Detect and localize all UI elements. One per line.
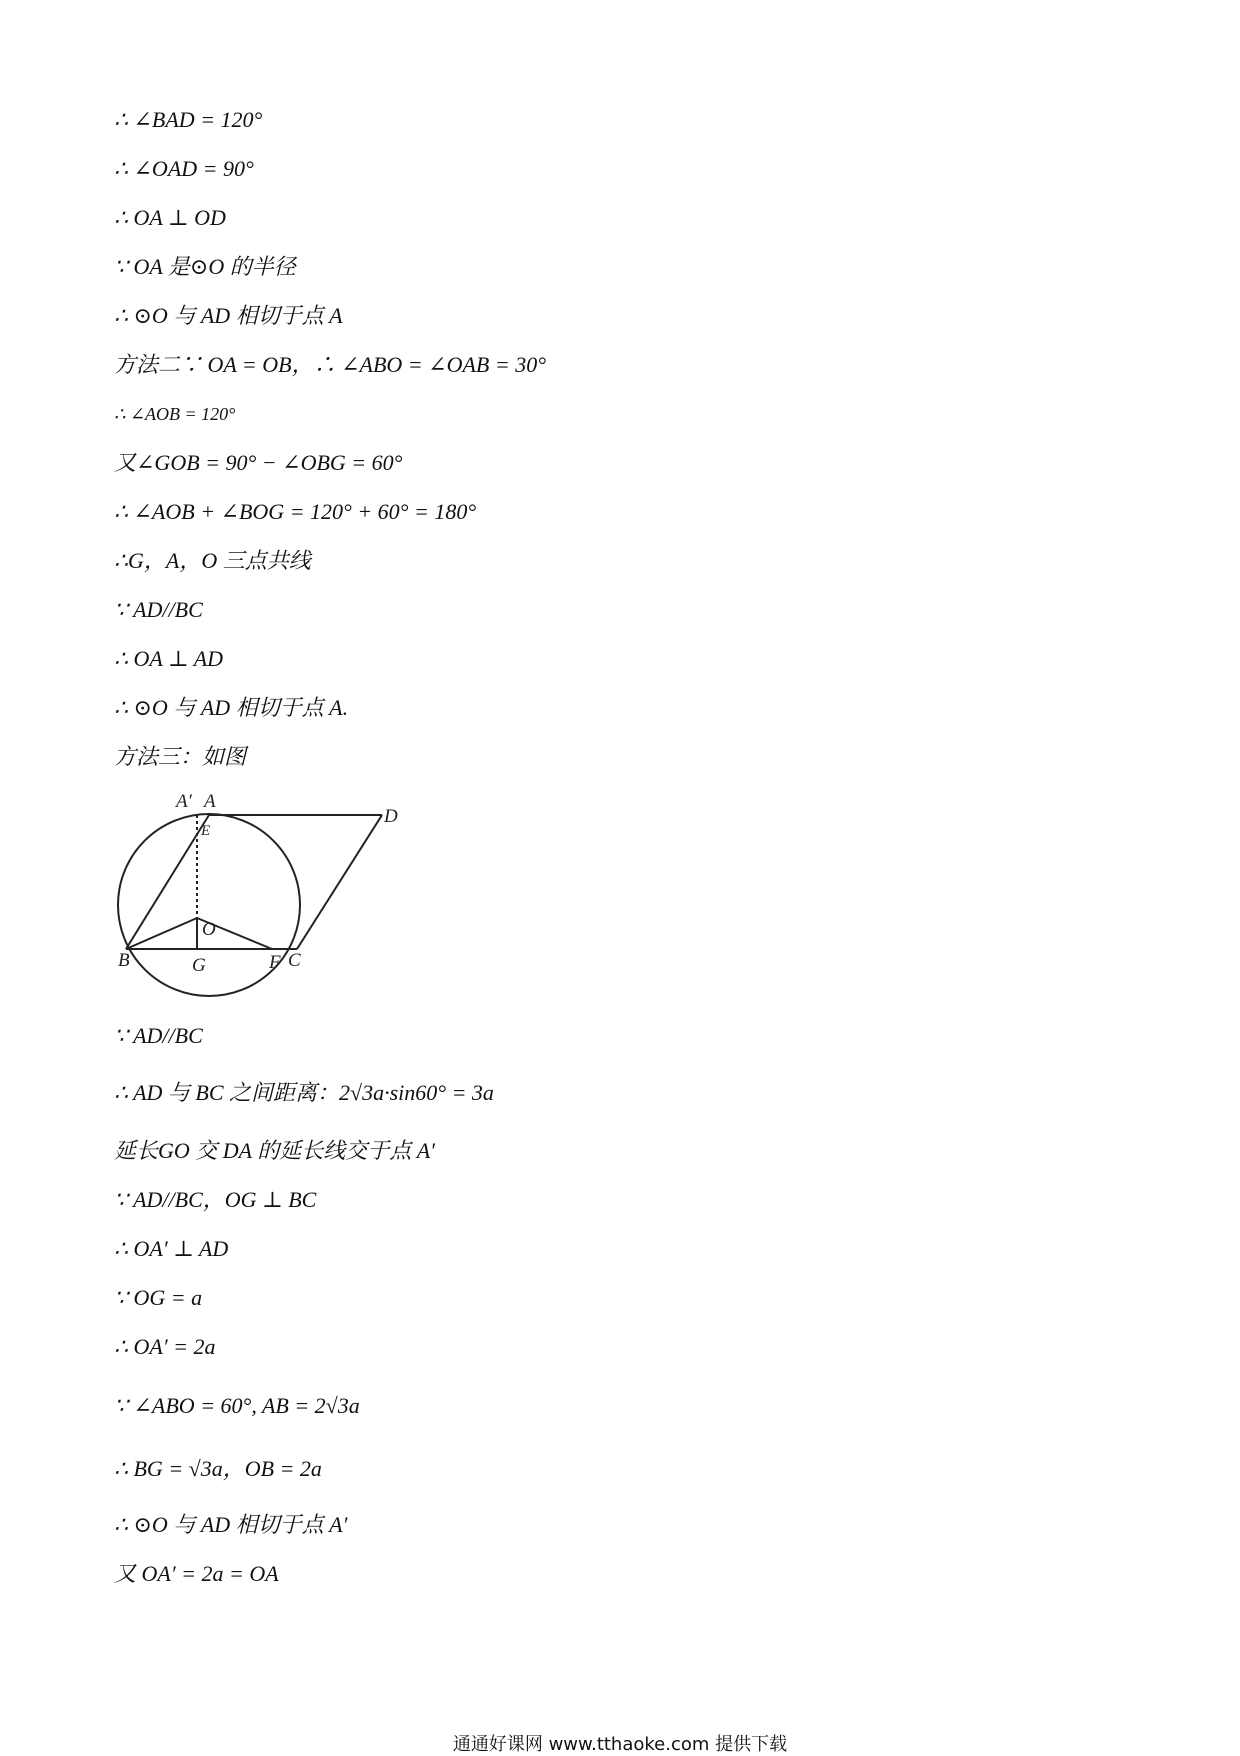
proof-line-20: ∵ OG = a bbox=[114, 1285, 203, 1310]
proof-line-10: ∴G，A，O 三点共线 bbox=[114, 548, 311, 573]
label-a: A bbox=[204, 791, 216, 812]
proof-line-12: ∴ OA ⊥ AD bbox=[114, 646, 224, 671]
proof-line-25: 又 OA′ = 2a = OA bbox=[114, 1561, 279, 1586]
label-e: E bbox=[201, 823, 211, 839]
proof-line-21: ∴ OA′ = 2a bbox=[114, 1334, 216, 1359]
label-d: D bbox=[384, 806, 398, 827]
proof-line-18: ∵ AD//BC，OG ⊥ BC bbox=[114, 1187, 317, 1212]
proof-line-6: 方法二∵ OA = OB，∴ ∠ABO = ∠OAB = 30° bbox=[114, 352, 546, 377]
proof-line-5: ∴ ⊙O 与 AD 相切于点 A bbox=[114, 303, 343, 328]
label-o: O bbox=[202, 919, 216, 940]
geometry-figure bbox=[112, 790, 412, 1002]
proof-line-3: ∴ OA ⊥ OD bbox=[114, 205, 226, 230]
proof-line-2: ∴ ∠OAD = 90° bbox=[114, 156, 254, 181]
label-a-prime: A′ bbox=[176, 791, 192, 812]
proof-line-8: 又∠GOB = 90° − ∠OBG = 60° bbox=[114, 450, 403, 475]
label-c: C bbox=[288, 950, 301, 971]
proof-line-7: ∴ ∠AOB = 120° bbox=[114, 404, 236, 424]
proof-line-15: ∵ AD//BC bbox=[114, 1023, 203, 1048]
proof-line-22: ∵ ∠ABO = 60°, AB = 2√3a bbox=[114, 1393, 360, 1418]
proof-line-19: ∴ OA′ ⊥ AD bbox=[114, 1236, 229, 1261]
proof-line-13: ∴ ⊙O 与 AD 相切于点 A. bbox=[114, 695, 349, 720]
proof-line-9: ∴ ∠AOB + ∠BOG = 120° + 60° = 180° bbox=[114, 499, 477, 524]
proof-line-11: ∵ AD//BC bbox=[114, 597, 203, 622]
proof-line-4: ∵ OA 是⊙O 的半径 bbox=[114, 254, 296, 279]
circle-parallelogram-diagram bbox=[112, 790, 412, 1002]
proof-line-17: 延长GO 交 DA 的延长线交于点 A′ bbox=[114, 1138, 435, 1163]
page-footer: 通通好课网 www.tthaoke.com 提供下载 bbox=[452, 1734, 788, 1755]
proof-line-14: 方法三：如图 bbox=[114, 744, 247, 769]
proof-line-1: ∴ ∠BAD = 120° bbox=[114, 107, 263, 132]
proof-line-24: ∴ ⊙O 与 AD 相切于点 A′ bbox=[114, 1512, 348, 1537]
proof-line-16: ∴ AD 与 BC 之间距离：2√3a·sin60° = 3a bbox=[114, 1080, 494, 1105]
label-g: G bbox=[192, 955, 206, 976]
proof-line-23: ∴ BG = √3a，OB = 2a bbox=[114, 1456, 322, 1481]
segment-dc bbox=[297, 815, 382, 949]
label-b: B bbox=[118, 950, 130, 971]
label-f: F bbox=[269, 952, 281, 973]
